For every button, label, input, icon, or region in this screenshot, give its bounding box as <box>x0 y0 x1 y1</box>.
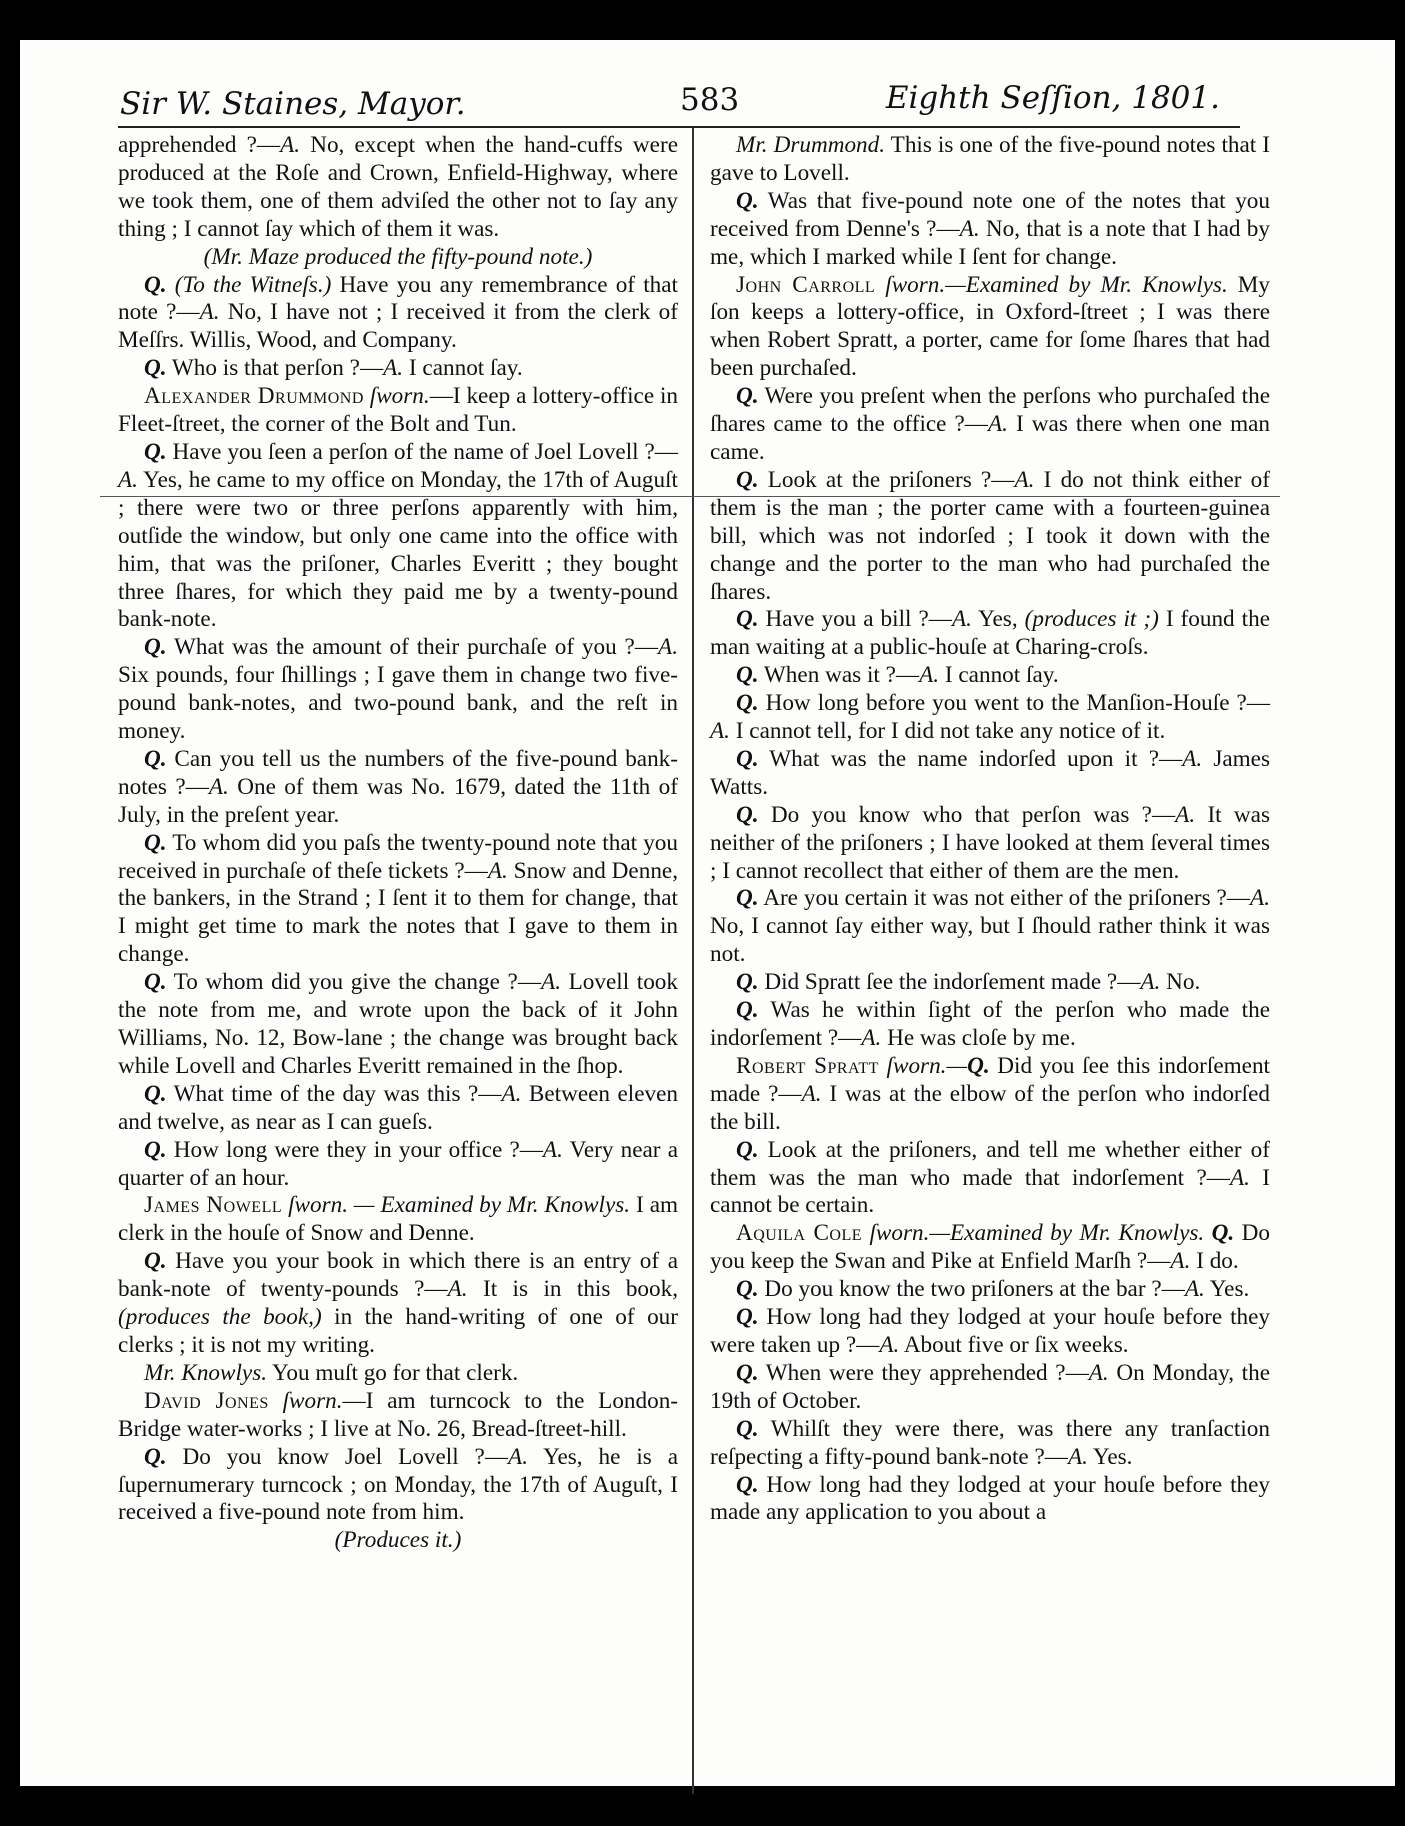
text-run: A. <box>658 634 678 661</box>
header-session: Eighth Seſſion, 1801. <box>885 80 1220 116</box>
text-run: Q. <box>144 1136 167 1163</box>
text-run: (Mr. Maze produced the fifty-pound note.) <box>203 243 593 270</box>
text-run: Q. <box>736 383 759 410</box>
text-run: ſworn.— <box>886 1052 968 1079</box>
paragraph <box>710 885 1270 969</box>
text-run: Q. <box>736 969 759 996</box>
paragraph <box>710 802 1270 886</box>
text-run: Q. <box>736 690 759 717</box>
running-header <box>120 64 1220 124</box>
paragraph <box>118 634 678 746</box>
text-run: No, I cannot ſay either way, but I ſhould rather think it was not. <box>710 913 1270 968</box>
paragraph <box>710 1472 1270 1528</box>
paragraph <box>710 1220 1270 1276</box>
text-run: How long before you went to the Manſion-Houſe ?— <box>758 690 1270 717</box>
text-run: Was he within ſight of the perſon who made the indorſement ?— <box>710 997 1270 1051</box>
text-run: A. <box>208 773 229 800</box>
text-run: Mr. Knowlys. <box>144 1359 268 1386</box>
paragraph <box>118 1248 678 1360</box>
text-run: A. <box>988 411 1008 438</box>
text-run: Yes, he came to my office on Monday, the 17th of Auguſt ; there were two or three perſons apparently with him, outſide the window, but only one came into the office with him, that was the priſoner, Charles Everitt ; they bought three ſhares, for which they paid me by a twenty-pound bank-note. <box>118 466 678 633</box>
text-run: ſworn. — Examined by Mr. Knowlys. <box>288 1192 631 1219</box>
paragraph <box>118 355 678 383</box>
text-run: Q. <box>736 466 759 493</box>
paragraph <box>118 244 678 272</box>
text-run: Did you ſee this indorſement made ?— <box>710 1052 1270 1107</box>
text-run: Look at the priſoners, and tell me whether either of them was the man who made that indorſement ?— <box>710 1136 1270 1191</box>
text-run <box>167 272 175 298</box>
text-run: I do. <box>1190 1248 1239 1275</box>
text-run: On Monday, the 19th of October. <box>710 1359 1270 1414</box>
paragraph <box>710 1276 1270 1304</box>
text-run: You muſt go for that clerk. <box>267 1359 519 1386</box>
text-run: To whom did you give the change ?— <box>166 969 542 996</box>
paragraph <box>710 969 1270 997</box>
paragraph <box>710 188 1270 272</box>
paragraph <box>118 1388 678 1444</box>
text-run: Q. <box>736 1471 759 1498</box>
text-run: Q. <box>144 634 167 661</box>
text-run: A. <box>919 662 940 689</box>
text-run: He was cloſe by me. <box>881 1025 1076 1051</box>
text-run: in the hand-writing of one of our clerks ; it is not my writing. <box>118 1304 678 1358</box>
text-run: Whilſt they were there, was there any tranſaction reſpecting a fifty-pound bank-note ?— <box>710 1415 1270 1470</box>
text-run: Q. <box>144 1443 167 1470</box>
text-run: I do not think either of them is the man ; the porter came with a fourteen-guinea bill, which was not indorſed ; I took it down with the change and the porter to the man who had purchaſed the ſhares. <box>710 466 1270 605</box>
text-run: It is in this book, <box>467 1276 678 1303</box>
text-run: A. <box>951 606 972 633</box>
text-run: A. <box>487 857 508 884</box>
text-run: Do you know who that perſon was ?— <box>758 801 1176 828</box>
text-run: When were they apprehended ?— <box>758 1359 1089 1386</box>
text-run: No, I have not ; I received it from the clerk of Meſſrs. Willis, Wood, and Company. <box>118 299 678 354</box>
text-run: Q. <box>736 662 759 689</box>
text-run: Have you a bill ?— <box>758 606 952 633</box>
paragraph <box>710 662 1270 690</box>
text-run: —I keep a lottery-office in Fleet-ſtreet, the corner of the Bolt and Tun. <box>118 383 679 438</box>
text-run: Lovell took the note from me, and wrote upon the back of it John Williams, No. 12, Bow-lane ; the change was brought back while Lovell and Charles Everitt remained in the ſhop. <box>118 969 678 1079</box>
text-run: Do you keep the Swan and Pike at Enfield Marſh ?— <box>710 1220 1271 1275</box>
text-run <box>879 1053 887 1079</box>
text-run: James Nowell <box>144 1192 283 1219</box>
text-run: Q. <box>144 1248 167 1275</box>
text-run: Robert Spratt <box>736 1052 879 1079</box>
text-run: A. <box>959 215 980 242</box>
paragraph <box>118 830 678 970</box>
header-rule <box>118 126 1240 128</box>
text-run: A. <box>508 1443 529 1470</box>
text-run: Can you tell us the numbers of the five-pound bank-notes ?— <box>118 745 678 800</box>
text-run: I cannot ſay. <box>403 355 523 382</box>
text-run: A. <box>541 969 561 996</box>
paragraph <box>118 132 678 244</box>
text-run: Have you any remembrance of that note ?— <box>118 271 678 326</box>
text-run: No, except when the hand-cuffs were produced at the Roſe and Crown, Enfield-Highway, where we took them, one of them adviſed the other not to ſay any thing ; I cannot ſay which of them it was. <box>118 132 678 242</box>
text-run: Yes. <box>1087 1443 1133 1470</box>
text-run: Q. <box>736 1415 759 1442</box>
text-run: A. <box>1068 1443 1088 1470</box>
text-run: Mr. Drummond. <box>736 132 886 158</box>
text-run: Q. <box>144 1080 167 1107</box>
text-run <box>875 272 885 298</box>
text-run: One of them was No. 1679, dated the 11th of July, in the preſent year. <box>118 773 678 828</box>
text-run: I was there when one man came. <box>710 411 1270 465</box>
text-run: My ſon keeps a lottery-office, in Oxford-ſtreet ; I was there when Robert Spratt, a porter, came for ſome ſhares that had been purchaſed. <box>710 271 1271 382</box>
paragraph <box>118 1527 678 1555</box>
text-run: ſworn.—Examined by Mr. Knowlys. <box>885 271 1228 298</box>
text-run: A. <box>383 355 404 382</box>
text-run: A. <box>1175 801 1196 828</box>
text-run: Yes. <box>1204 1276 1250 1303</box>
paragraph <box>118 746 678 830</box>
text-run: A. <box>447 1276 468 1303</box>
text-run: (Produces it.) <box>334 1527 462 1554</box>
paragraph <box>710 272 1270 384</box>
text-run: I cannot tell, for I did not take any notice of it. <box>729 718 1166 745</box>
document-page <box>20 40 1395 1786</box>
text-run: Q. <box>1211 1220 1235 1247</box>
text-run: A. <box>1088 1359 1109 1386</box>
paragraph <box>710 746 1270 802</box>
text-run: Q. <box>144 829 167 856</box>
text-run: (produces it ;) <box>1024 606 1159 633</box>
text-run <box>269 1388 283 1414</box>
paragraph <box>118 1444 678 1528</box>
paragraph <box>118 1192 678 1248</box>
text-run: No. <box>1160 969 1201 996</box>
text-run: Q. <box>144 969 167 996</box>
text-run: How long had they lodged at your houſe before they were taken up ?— <box>710 1304 1270 1358</box>
paragraph <box>118 1137 678 1193</box>
text-run: A. <box>1250 885 1270 912</box>
paragraph <box>710 606 1270 662</box>
text-run: I found the man waiting at a public-houſe at Charing-croſs. <box>710 606 1270 661</box>
text-run: Q. <box>144 438 167 465</box>
text-run: How long were they in your office ?— <box>166 1136 543 1163</box>
text-run: When was it ?— <box>758 662 920 689</box>
text-run: Yes, <box>971 606 1025 633</box>
text-run: David Jones <box>144 1387 269 1414</box>
text-run: ſworn. <box>282 1387 343 1414</box>
paragraph <box>118 439 678 634</box>
text-run: Do you know Joel Lovell ?— <box>166 1443 509 1470</box>
paragraph <box>118 969 678 1081</box>
text-run: How long had they lodged at your houſe before they made any application to you about a <box>710 1471 1270 1526</box>
text-run: Was that five-pound note one of the notes that you received from Denne's ?— <box>710 187 1270 242</box>
text-run: What was the name indorſed upon it ?— <box>758 745 1183 772</box>
paragraph <box>118 272 678 356</box>
text-run: A. <box>801 1080 822 1107</box>
text-run: About five or ſix weeks. <box>899 1331 1129 1358</box>
text-run: A. <box>1140 969 1161 996</box>
text-run: Yes, he is a ſupernumerary turncock ; on Monday, the 17th of Auguſt, I received a five-pound note from him. <box>118 1443 678 1526</box>
text-run: Q. <box>736 1359 759 1386</box>
text-run: A. <box>1014 466 1035 493</box>
text-run: I cannot ſay. <box>939 662 1059 689</box>
text-run: Q. <box>736 187 759 214</box>
text-run: Between eleven and twelve, as near as I can gueſs. <box>118 1080 678 1135</box>
text-run: —I am turncock to the London-Bridge water-works ; I live at No. 26, Bread-ſtreet-hill. <box>118 1387 679 1442</box>
text-run: Are you certain it was not either of the priſoners ?— <box>758 885 1251 912</box>
left-column <box>118 132 678 1555</box>
text-run: Were you preſent when the perſons who purchaſed the ſhares came to the office ?— <box>710 383 1270 438</box>
paragraph <box>118 1081 678 1137</box>
text-run: apprehended ?— <box>118 132 281 158</box>
text-run: Six pounds, four ſhillings ; I gave them in change two five-pound bank-notes, and two-pound bank, and the reſt in money. <box>118 662 678 745</box>
text-run: Aquila Cole <box>736 1220 863 1247</box>
text-run: A. <box>861 1025 882 1051</box>
text-run: Did Spratt ſee the indorſement made ?— <box>758 969 1141 996</box>
page-number: 583 <box>680 82 740 118</box>
text-run: Do you know the two priſoners at the bar ?— <box>758 1276 1185 1303</box>
paragraph <box>710 1360 1270 1416</box>
header-mayor: Sir W. Staines, Mayor. <box>120 86 466 122</box>
text-run: This is one of the five-pound notes that I gave to Lovell. <box>710 132 1270 186</box>
text-run: John Carroll <box>736 271 876 298</box>
text-run: Q. <box>736 745 759 772</box>
text-run: A. <box>1229 1164 1250 1191</box>
paragraph <box>710 1304 1270 1360</box>
text-run: Who is that perſon ?— <box>166 355 384 382</box>
paragraph <box>710 1416 1270 1472</box>
text-run: James Watts. <box>710 745 1270 800</box>
text-run: A. <box>199 299 220 326</box>
text-run: A. <box>1184 1276 1205 1303</box>
text-run: A. <box>1170 1248 1191 1275</box>
text-run: Q. <box>736 1136 759 1163</box>
text-run: Q. <box>736 606 759 633</box>
text-run: What was the amount of their purchaſe of you ?— <box>166 634 659 661</box>
text-run: A. <box>1182 745 1203 772</box>
text-run: Snow and Denne, the bankers, in the Strand ; I ſent it to them for change, that I might get time to mark the notes that I gave to them in change. <box>118 857 678 968</box>
text-run: A. <box>280 132 301 158</box>
text-run: Q. <box>736 1304 759 1331</box>
text-run: A. <box>710 718 730 745</box>
paragraph <box>118 1360 678 1388</box>
text-run: Q. <box>736 885 759 912</box>
text-run: A. <box>118 466 138 493</box>
paragraph <box>710 690 1270 746</box>
text-run: A. <box>542 1136 563 1163</box>
text-run: No, that is a note that I had by me, which I marked while I ſent for change. <box>710 215 1270 270</box>
text-run: It was neither of the priſoners ; I have looked at them ſeveral times ; I cannot recollect that either of them are the men. <box>710 801 1270 884</box>
text-run: What time of the day was this ?— <box>166 1080 502 1107</box>
paragraph <box>710 383 1270 467</box>
text-run: Q. <box>144 355 167 382</box>
text-run: Have you your book in which there is an entry of a bank-note of twenty-pounds ?— <box>118 1248 678 1303</box>
text-run: Look at the priſoners ?— <box>758 466 1015 493</box>
text-run: (To the Witneſs.) <box>174 271 332 298</box>
text-run: Have you ſeen a perſon of the name of Joel Lovell ?— <box>166 438 678 465</box>
paragraph <box>710 997 1270 1053</box>
paragraph <box>710 1053 1270 1137</box>
text-run: To whom did you paſs the twenty-pound note that you received in purchaſe of theſe tickets ?— <box>118 829 678 884</box>
text-run: Q. <box>736 801 759 828</box>
paragraph <box>710 467 1270 607</box>
right-column <box>710 132 1270 1527</box>
text-run: ſworn.—Examined by Mr. Knowlys. <box>869 1220 1205 1247</box>
text-run: A. <box>501 1080 522 1107</box>
text-run: A. <box>879 1331 900 1358</box>
text-run: Q. <box>144 271 167 298</box>
text-run: Q. <box>736 1276 759 1303</box>
paragraph <box>118 383 678 439</box>
text-run: Q. <box>967 1052 990 1079</box>
column-divider <box>692 128 694 1794</box>
text-run: ſworn. <box>369 383 430 410</box>
text-run: Q. <box>144 745 167 772</box>
text-run: I cannot be certain. <box>710 1164 1270 1219</box>
paragraph <box>710 1137 1270 1221</box>
text-run: I am clerk in the houſe of Snow and Denne. <box>118 1192 679 1247</box>
text-run: Q. <box>736 997 759 1024</box>
text-run: (produces the book,) <box>118 1304 322 1331</box>
paragraph <box>710 132 1270 188</box>
text-run: Very near a quarter of an hour. <box>118 1136 678 1191</box>
text-run: Alexander Drummond <box>144 383 364 410</box>
text-run: I was at the elbow of the perſon who indorſed the bill. <box>710 1080 1270 1135</box>
text-run <box>1204 1220 1211 1246</box>
